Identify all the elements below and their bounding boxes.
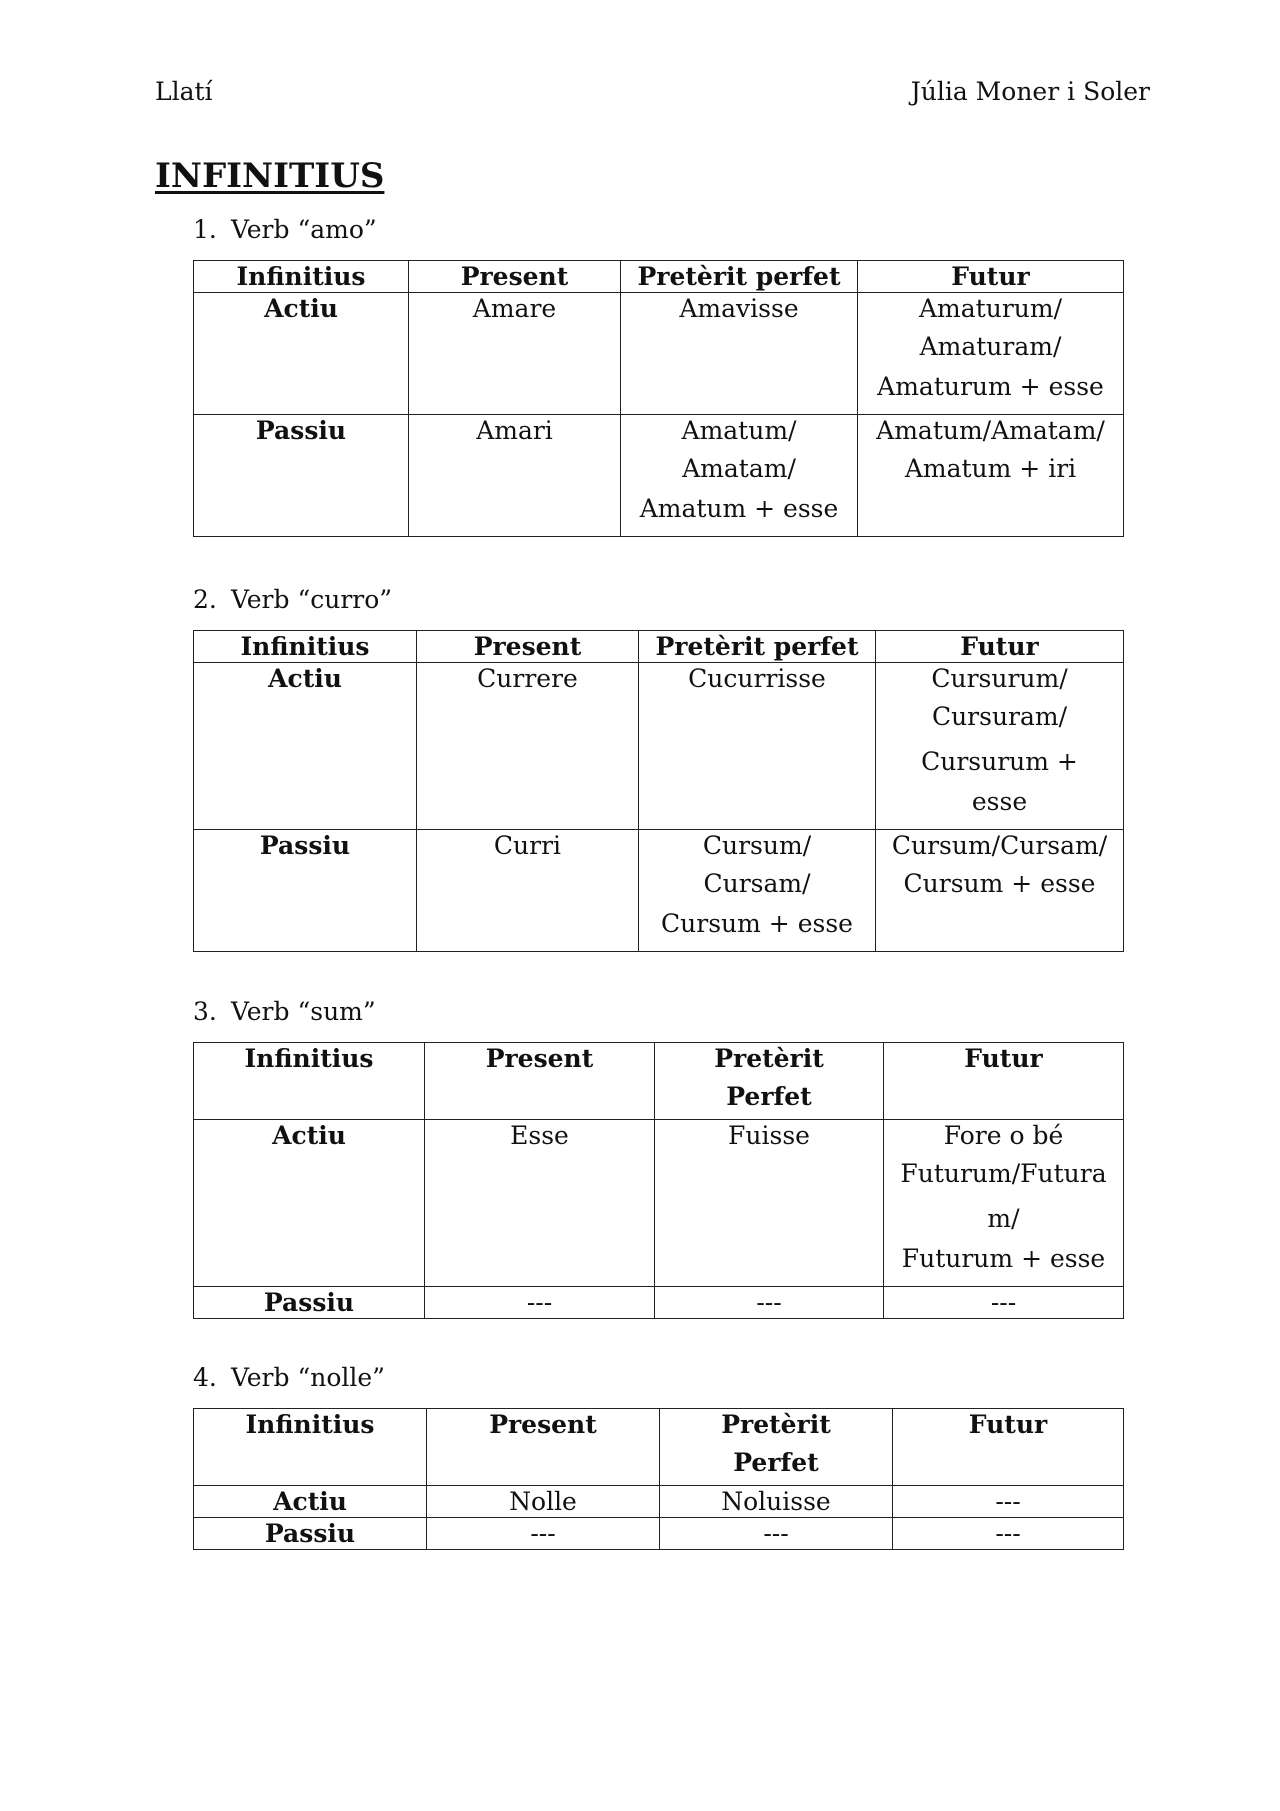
column-header-perfect-line: Perfet xyxy=(726,1082,812,1111)
verb-title: Verb “nolle” xyxy=(231,1363,385,1392)
column-header-future: Futur xyxy=(858,261,1124,293)
column-header-perfect-line: Perfet xyxy=(733,1448,819,1477)
future-line: Cursum + esse xyxy=(903,869,1096,898)
row-label: Actiu xyxy=(194,663,417,830)
perfect-cell xyxy=(655,1120,884,1287)
future-line: m/ xyxy=(987,1204,1020,1233)
future-line: Cursurum + xyxy=(921,747,1078,776)
perfect-line: Cucurrisse xyxy=(688,664,826,693)
conjugation-table xyxy=(193,1042,1124,1319)
column-header-perfect xyxy=(660,1409,893,1486)
row-label: Passiu xyxy=(194,1287,425,1319)
row-label: Passiu xyxy=(194,415,409,537)
perfect-cell xyxy=(621,415,858,537)
table-row-passiu xyxy=(194,1518,1124,1550)
perfect-cell: --- xyxy=(655,1287,884,1319)
table-header-row xyxy=(194,1043,1124,1120)
row-label: Passiu xyxy=(194,1518,427,1550)
perfect-line: Amatum + esse xyxy=(639,494,839,523)
perfect-cell xyxy=(621,293,858,415)
future-cell: --- xyxy=(884,1287,1124,1319)
future-line: Cursurum/ xyxy=(931,664,1068,693)
conjugation-table xyxy=(193,260,1124,537)
future-cell xyxy=(876,663,1124,830)
perfect-line: Fuisse xyxy=(728,1121,810,1150)
future-line: Fore o bé xyxy=(943,1121,1064,1150)
row-label: Passiu xyxy=(194,830,417,952)
present-cell: Nolle xyxy=(427,1486,660,1518)
column-header-infinitius: Infinitius xyxy=(194,261,409,293)
column-header-perfect: Pretèrit perfet xyxy=(639,631,876,663)
future-cell xyxy=(858,293,1124,415)
verb-section-amo xyxy=(193,212,1123,537)
future-cell xyxy=(876,830,1124,952)
verb-heading xyxy=(193,1360,1123,1396)
column-header-future: Futur xyxy=(884,1043,1124,1120)
verb-section-nolle xyxy=(193,1360,1123,1550)
verb-title: Verb “amo” xyxy=(231,215,377,244)
header-subject: Llatí xyxy=(155,77,213,106)
perfect-line: Amavisse xyxy=(679,294,799,323)
column-header-perfect: Pretèrit perfet xyxy=(621,261,858,293)
row-label: Actiu xyxy=(194,1120,425,1287)
column-header-present: Present xyxy=(409,261,621,293)
future-line: Amaturam/ xyxy=(919,332,1062,361)
verb-heading xyxy=(193,582,1123,618)
row-label: Actiu xyxy=(194,293,409,415)
column-header-present: Present xyxy=(417,631,639,663)
future-line: Amaturum/ xyxy=(919,294,1062,323)
verb-section-curro xyxy=(193,582,1123,952)
column-header-present: Present xyxy=(425,1043,655,1120)
column-header-infinitius: Infinitius xyxy=(194,1043,425,1120)
verb-number: 3. xyxy=(193,997,217,1026)
verb-number: 1. xyxy=(193,215,217,244)
future-line: Amatum + iri xyxy=(904,454,1077,483)
column-header-future: Futur xyxy=(876,631,1124,663)
column-header-perfect xyxy=(655,1043,884,1120)
column-header-infinitius: Infinitius xyxy=(194,1409,427,1486)
present-cell: Currere xyxy=(417,663,639,830)
header-author: Júlia Moner i Soler xyxy=(910,77,1150,106)
verb-number: 4. xyxy=(193,1363,217,1392)
present-cell: Amari xyxy=(409,415,621,537)
column-header-perfect-line: Pretèrit xyxy=(721,1410,831,1439)
perfect-cell: Noluisse xyxy=(660,1486,893,1518)
perfect-line: Cursum + esse xyxy=(661,909,853,938)
future-line: Futurum/Futura xyxy=(900,1159,1107,1188)
present-cell: --- xyxy=(427,1518,660,1550)
future-line: Futurum + esse xyxy=(901,1244,1106,1273)
column-header-perfect-line: Pretèrit xyxy=(714,1044,824,1073)
perfect-cell xyxy=(639,830,876,952)
perfect-line: Cursam/ xyxy=(703,869,811,898)
conjugation-table xyxy=(193,630,1124,952)
future-cell: --- xyxy=(893,1518,1124,1550)
table-header-row xyxy=(194,1409,1124,1486)
table-row-actiu xyxy=(194,663,1124,830)
page-header xyxy=(155,74,1150,110)
future-line: Cursuram/ xyxy=(931,702,1068,731)
future-cell: --- xyxy=(893,1486,1124,1518)
future-line: esse xyxy=(971,787,1028,816)
table-row-passiu xyxy=(194,1287,1124,1319)
present-cell: Curri xyxy=(417,830,639,952)
verb-heading xyxy=(193,212,1123,248)
table-header-row xyxy=(194,631,1124,663)
future-cell xyxy=(884,1120,1124,1287)
verb-section-sum xyxy=(193,994,1123,1319)
conjugation-table xyxy=(193,1408,1124,1550)
perfect-cell xyxy=(639,663,876,830)
table-row-passiu xyxy=(194,830,1124,952)
present-cell: Amare xyxy=(409,293,621,415)
verb-number: 2. xyxy=(193,585,217,614)
future-line: Amatum/Amatam/ xyxy=(876,416,1105,445)
table-row-actiu xyxy=(194,1120,1124,1287)
verb-title: Verb “curro” xyxy=(231,585,393,614)
verb-title: Verb “sum” xyxy=(231,997,376,1026)
table-row-actiu xyxy=(194,1486,1124,1518)
future-line: Cursum/Cursam/ xyxy=(891,831,1108,860)
table-row-actiu xyxy=(194,293,1124,415)
future-line: Amaturum + esse xyxy=(877,372,1104,401)
column-header-infinitius: Infinitius xyxy=(194,631,417,663)
perfect-line: Amatam/ xyxy=(682,454,796,483)
present-cell: --- xyxy=(425,1287,655,1319)
perfect-line: Cursum/ xyxy=(702,831,812,860)
verb-heading xyxy=(193,994,1123,1030)
perfect-line: Amatum/ xyxy=(681,416,797,445)
perfect-cell: --- xyxy=(660,1518,893,1550)
document-title: INFINITIUS xyxy=(155,156,385,196)
column-header-future: Futur xyxy=(893,1409,1124,1486)
future-cell xyxy=(858,415,1124,537)
row-label: Actiu xyxy=(194,1486,427,1518)
column-header-present: Present xyxy=(427,1409,660,1486)
table-header-row xyxy=(194,261,1124,293)
table-row-passiu xyxy=(194,415,1124,537)
present-cell: Esse xyxy=(425,1120,655,1287)
